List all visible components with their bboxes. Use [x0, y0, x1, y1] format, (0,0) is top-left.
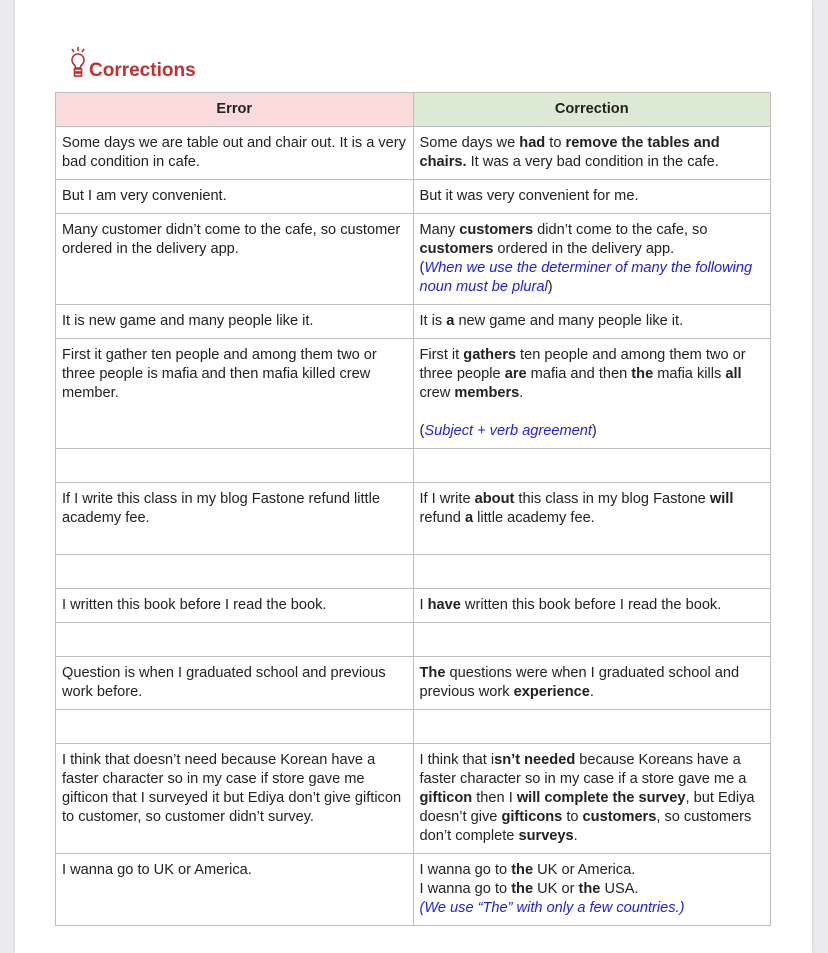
correction-cell [413, 483, 771, 555]
text-segment: written this book before I read the book. [460, 597, 722, 613]
error-cell: I think that doesn’t need because Korean have a faster character so in my case if store gave me gifticon that I surveyed it but Ediya don’t give gifticon to customer, so customer didn’t survey. [56, 744, 414, 854]
text-segment: to [545, 135, 566, 151]
text-segment: . [573, 828, 578, 844]
table-row [56, 589, 771, 623]
text-segment: . [519, 385, 524, 401]
text-segment: this class in my blog Fastone [514, 491, 710, 507]
text-segment: First it [419, 347, 464, 363]
corrected-text: sn’t needed [494, 752, 576, 768]
text-segment: new game and many people like it. [454, 313, 684, 329]
grammar-note: Subject + verb agreement [424, 423, 592, 439]
error-cell: It is new game and many people like it. [56, 305, 414, 339]
correction-cell [413, 127, 771, 180]
section-title: Corrections [89, 60, 196, 81]
corrected-text: a [446, 313, 455, 329]
corrected-text: will complete the survey [516, 790, 686, 806]
correction-cell [413, 657, 771, 710]
table-row [56, 339, 771, 449]
text-segment: little academy fee. [473, 510, 595, 526]
correction-cell [413, 589, 771, 623]
correction-cell [413, 180, 771, 214]
text-segment: ) [591, 423, 597, 439]
corrected-text: had [519, 135, 546, 151]
error-cell: Many customer didn’t come to the cafe, so customer ordered in the delivery app. [56, 214, 414, 305]
correction-cell [413, 339, 771, 449]
grammar-note: When we use the determiner of many the following noun must be plural [419, 260, 753, 295]
corrected-text: will [709, 491, 734, 507]
table-row [56, 854, 771, 926]
text-segment: , but Ediya doesn’t give [419, 790, 755, 825]
corrected-text: surveys [518, 828, 574, 844]
text-segment: If I write [419, 491, 475, 507]
text-segment: to [562, 809, 583, 825]
text-segment: ( [419, 423, 425, 439]
corrected-text: customers [582, 809, 657, 825]
text-segment: ( [419, 260, 425, 276]
text-segment: UK or America. [533, 862, 636, 878]
corrected-text: gathers [463, 347, 516, 363]
error-cell: Question is when I graduated school and previous work before. [56, 657, 414, 710]
corrected-text: customers [419, 241, 494, 257]
corrected-text: members [454, 385, 520, 401]
text-segment: ordered in the delivery app. [493, 241, 675, 257]
text-segment: It was a very bad condition in the cafe. [466, 154, 719, 170]
corrected-text: gifticons [501, 809, 563, 825]
text-segment: I wanna go to [419, 862, 512, 878]
corrected-text: customers [459, 222, 534, 238]
corrected-text: are [504, 366, 527, 382]
error-cell: Some days we are table out and chair out. It is a very bad condition in cafe. [56, 127, 414, 180]
table-header-row [56, 93, 771, 127]
correction-cell [413, 623, 771, 657]
corrections-table [55, 92, 771, 926]
corrected-text: a [464, 510, 474, 526]
corrected-text: remove the tables and chairs. [419, 135, 720, 170]
table-row [56, 449, 771, 483]
error-cell: I wanna go to UK or America. [56, 854, 414, 926]
corrected-text: the [631, 366, 654, 382]
corrected-text: have [427, 597, 461, 613]
text-segment: UK or [533, 881, 579, 897]
text-segment: Many [419, 222, 460, 238]
table-row [56, 744, 771, 854]
table-row [56, 555, 771, 589]
text-segment: But it was very convenient for me. [419, 188, 639, 204]
correction-cell [413, 744, 771, 854]
text-segment: . [589, 684, 594, 700]
corrected-text: experience [513, 684, 590, 700]
correction-cell [413, 305, 771, 339]
table-row [56, 127, 771, 180]
table-row [56, 305, 771, 339]
text-segment: I think that i [419, 752, 495, 768]
text-segment: ) [547, 279, 553, 295]
table-row [56, 623, 771, 657]
grammar-note: (We use “The” with only a few countries.) [419, 900, 685, 916]
corrected-text: The [419, 665, 446, 681]
text-segment: , so customers don’t complete [419, 809, 752, 844]
text-segment: because Koreans have a faster character so in my case if a store gave me a [419, 752, 747, 787]
text-segment: I [419, 597, 428, 613]
error-cell [56, 449, 414, 483]
error-cell: First it gather ten people and among them two or three people is mafia and then mafia killed crew member. [56, 339, 414, 449]
text-segment: refund [419, 510, 465, 526]
corrected-text: the [511, 881, 534, 897]
text-segment: didn’t come to the cafe, so [533, 222, 708, 238]
error-cell: I written this book before I read the book. [56, 589, 414, 623]
corrected-text: the [578, 881, 601, 897]
corrected-text: all [725, 366, 742, 382]
correction-cell [413, 854, 771, 926]
correction-cell [413, 555, 771, 589]
spacer [420, 403, 765, 422]
corrected-text: about [474, 491, 515, 507]
correction-cell [413, 449, 771, 483]
error-column-header: Error [56, 93, 414, 127]
text-segment: then I [472, 790, 517, 806]
text-segment: questions were when I graduated school and previous work [419, 665, 740, 700]
section-heading [69, 46, 196, 82]
text-segment: ten people and among them two or three people [419, 347, 746, 382]
error-cell [56, 555, 414, 589]
correction-cell [413, 214, 771, 305]
table-row [56, 710, 771, 744]
text-segment: Some days we [419, 135, 520, 151]
corrected-text: gifticon [419, 790, 473, 806]
text-segment: crew [419, 385, 455, 401]
text-segment: It is [419, 313, 447, 329]
text-segment: mafia kills [653, 366, 726, 382]
table-row [56, 657, 771, 710]
correction-column-header: Correction [413, 93, 771, 127]
corrected-text: the [511, 862, 534, 878]
error-cell: If I write this class in my blog Fastone refund little academy fee. [56, 483, 414, 555]
document-page [15, 0, 812, 953]
text-segment: USA. [600, 881, 639, 897]
lightbulb-icon [69, 46, 87, 82]
error-cell: But I am very convenient. [56, 180, 414, 214]
text-segment: mafia and then [526, 366, 632, 382]
table-row [56, 214, 771, 305]
correction-cell [413, 710, 771, 744]
table-row [56, 180, 771, 214]
error-cell [56, 710, 414, 744]
error-cell [56, 623, 414, 657]
table-row [56, 483, 771, 555]
text-segment: I wanna go to [419, 881, 512, 897]
